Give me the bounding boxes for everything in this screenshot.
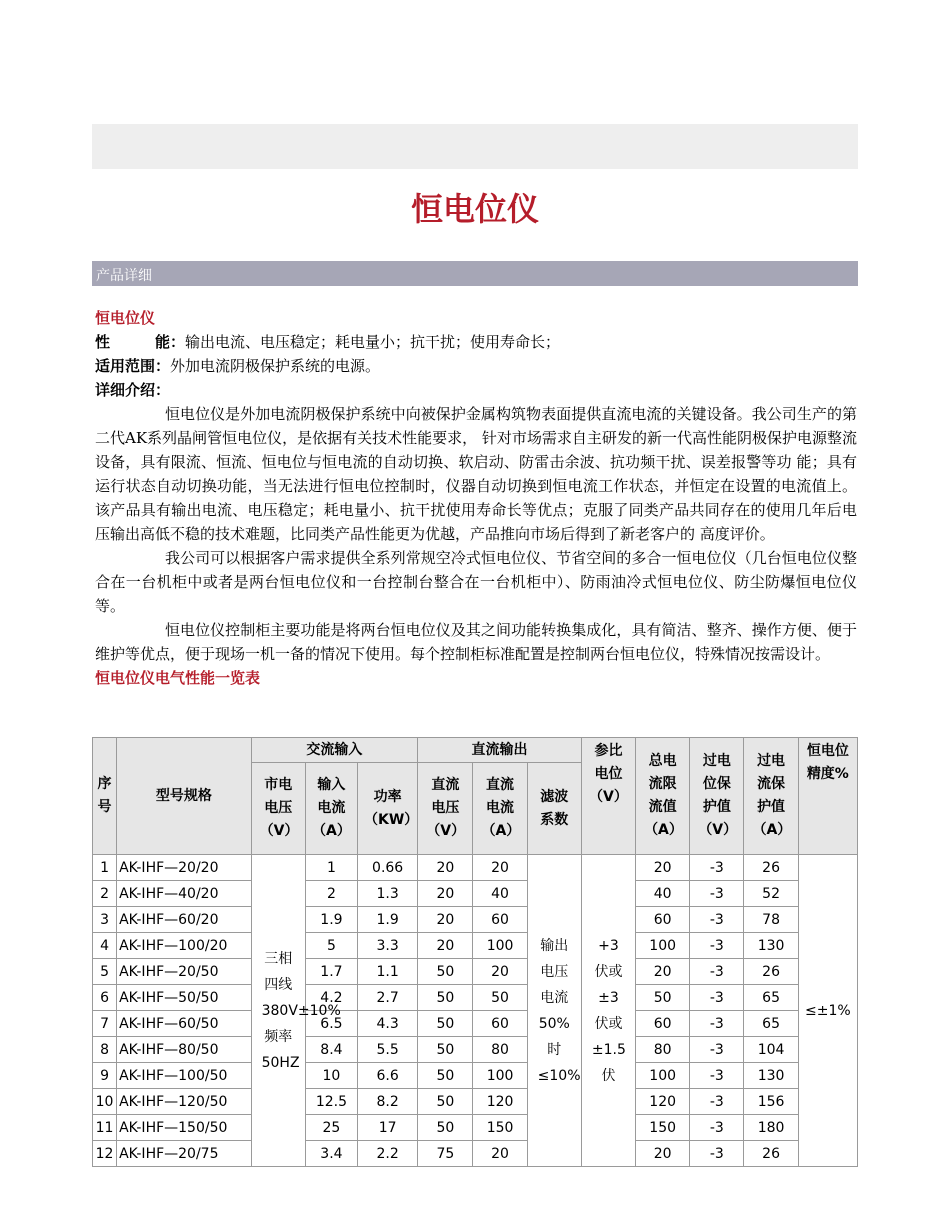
performance-line <box>95 330 857 354</box>
table-row <box>93 855 858 881</box>
cell-overcurrent: 78 <box>744 907 798 933</box>
header-dc-voltage: 直流电压（V） <box>418 763 473 855</box>
cell-overvoltage: -3 <box>690 933 744 959</box>
cell-dc-current: 120 <box>473 1089 527 1115</box>
cell-seq: 7 <box>93 1011 117 1037</box>
cell-dc-current: 100 <box>473 933 527 959</box>
cell-dc-current: 60 <box>473 1011 527 1037</box>
cell-seq: 3 <box>93 907 117 933</box>
cell-dc-voltage: 20 <box>418 933 473 959</box>
cell-input-current: 1.9 <box>305 907 357 933</box>
cell-overvoltage: -3 <box>690 881 744 907</box>
detail-label: 详细介绍： <box>95 381 171 399</box>
cell-seq: 1 <box>93 855 117 881</box>
table-row <box>93 1115 858 1141</box>
cell-overvoltage: -3 <box>690 985 744 1011</box>
cell-seq: 11 <box>93 1115 117 1141</box>
cell-power: 3.3 <box>358 933 418 959</box>
cell-overvoltage: -3 <box>690 1089 744 1115</box>
cell-dc-voltage: 50 <box>418 959 473 985</box>
cell-power: 1.3 <box>358 881 418 907</box>
cell-total-current: 150 <box>636 1115 690 1141</box>
cell-model: AK-ⅠHF—80/50 <box>117 1037 252 1063</box>
spec-table-body <box>93 855 858 1167</box>
cell-total-current: 20 <box>636 1141 690 1167</box>
header-overcurrent: 过电流保护值（A） <box>744 738 798 855</box>
scope-line <box>95 354 857 378</box>
cell-dc-current: 20 <box>473 959 527 985</box>
merged-filter: 输出电压电流50%时≤10% <box>527 855 581 1167</box>
cell-model: AK-ⅠHF—100/20 <box>117 933 252 959</box>
cell-power: 1.1 <box>358 959 418 985</box>
table-row <box>93 907 858 933</box>
cell-model: AK-ⅠHF—20/75 <box>117 1141 252 1167</box>
cell-dc-voltage: 50 <box>418 1037 473 1063</box>
cell-seq: 12 <box>93 1141 117 1167</box>
cell-input-current: 6.5 <box>305 1011 357 1037</box>
table-row <box>93 985 858 1011</box>
cell-dc-voltage: 50 <box>418 1011 473 1037</box>
cell-model: AK-ⅠHF—60/50 <box>117 1011 252 1037</box>
cell-power: 8.2 <box>358 1089 418 1115</box>
cell-overvoltage: -3 <box>690 1063 744 1089</box>
cell-model: AK-ⅠHF—50/50 <box>117 985 252 1011</box>
cell-overcurrent: 65 <box>744 1011 798 1037</box>
section-label: 产品详细 <box>96 268 152 284</box>
cell-overcurrent: 130 <box>744 1063 798 1089</box>
cell-power: 0.66 <box>358 855 418 881</box>
cell-power: 1.9 <box>358 907 418 933</box>
cell-power: 2.2 <box>358 1141 418 1167</box>
header-input-current: 输入电流（A） <box>305 763 357 855</box>
cell-dc-voltage: 50 <box>418 985 473 1011</box>
cell-dc-voltage: 20 <box>418 881 473 907</box>
cell-input-current: 5 <box>305 933 357 959</box>
merged-ref-potential: +3伏或±3伏或±1.5伏 <box>581 855 635 1167</box>
cell-total-current: 40 <box>636 881 690 907</box>
cell-dc-voltage: 75 <box>418 1141 473 1167</box>
merged-accuracy: ≤±1% <box>798 855 857 1167</box>
cell-input-current: 4.2 <box>305 985 357 1011</box>
cell-dc-voltage: 50 <box>418 1089 473 1115</box>
header-power: 功率（KW） <box>358 763 418 855</box>
cell-overcurrent: 180 <box>744 1115 798 1141</box>
table-row <box>93 1011 858 1037</box>
cell-total-current: 80 <box>636 1037 690 1063</box>
cell-input-current: 8.4 <box>305 1037 357 1063</box>
merged-mains-voltage: 三相四线380V±10%频率50HZ <box>251 855 305 1167</box>
cell-seq: 10 <box>93 1089 117 1115</box>
cell-total-current: 20 <box>636 959 690 985</box>
header-filter: 滤波系数 <box>527 763 581 855</box>
cell-seq: 4 <box>93 933 117 959</box>
cell-overvoltage: -3 <box>690 1141 744 1167</box>
table-title: 恒电位仪电气性能一览表 <box>95 669 261 687</box>
cell-total-current: 20 <box>636 855 690 881</box>
cell-overvoltage: -3 <box>690 907 744 933</box>
cell-overvoltage: -3 <box>690 1115 744 1141</box>
page-title: 恒电位仪 <box>410 190 539 228</box>
cell-dc-current: 80 <box>473 1037 527 1063</box>
cell-input-current: 2 <box>305 881 357 907</box>
cell-model: AK-ⅠHF—150/50 <box>117 1115 252 1141</box>
cell-input-current: 1 <box>305 855 357 881</box>
cell-dc-current: 20 <box>473 1141 527 1167</box>
cell-model: AK-ⅠHF—40/20 <box>117 881 252 907</box>
cell-power: 2.7 <box>358 985 418 1011</box>
cell-overcurrent: 26 <box>744 1141 798 1167</box>
cell-total-current: 100 <box>636 933 690 959</box>
cell-power: 4.3 <box>358 1011 418 1037</box>
cell-overcurrent: 65 <box>744 985 798 1011</box>
header-ac-input: 交流输入 <box>251 738 418 763</box>
cell-dc-current: 40 <box>473 881 527 907</box>
header-model: 型号规格 <box>117 738 252 855</box>
header-overvoltage: 过电位保护值（V） <box>690 738 744 855</box>
table-row <box>93 933 858 959</box>
cell-total-current: 100 <box>636 1063 690 1089</box>
cell-overcurrent: 156 <box>744 1089 798 1115</box>
description-paragraph-1: 恒电位仪是外加电流阴极保护系统中向被保护金属构筑物表面提供直流电流的关键设备。我公司生产的第二代AK系列晶闸管恒电位仪，是依据有关技术性能要求， 针对市场需求自主研发的新一代高性能阴极保护电源整流设备，具有限流、恒流、恒电位与恒电流的自动切换、软启动、防雷击余波、抗功频干扰、误差报警等功 能；具有运行状态自动切换功能，当无法进行恒电位控制时，仪器自动切换到恒电流工作状态，并恒定在设置的电流值上。该产品具有输出电流、电压稳定；耗电量小、抗干扰使用寿命长等优点；克服了同类产品共同存在的使用几年后电压输出高低不稳的技术难题，比同类产品性能更为优越，产品推向市场后得到了新老客户的 高度评价。 <box>95 405 857 543</box>
table-row <box>93 1037 858 1063</box>
cell-overcurrent: 26 <box>744 855 798 881</box>
product-name: 恒电位仪 <box>95 309 156 327</box>
cell-seq: 6 <box>93 985 117 1011</box>
cell-dc-voltage: 50 <box>418 1063 473 1089</box>
product-content <box>95 306 857 690</box>
table-row <box>93 881 858 907</box>
header-dc-current: 直流电流（A） <box>473 763 527 855</box>
cell-seq: 2 <box>93 881 117 907</box>
cell-overcurrent: 130 <box>744 933 798 959</box>
top-banner <box>92 124 858 169</box>
performance-value: 输出电流、电压稳定；耗电量小；抗干扰；使用寿命长； <box>185 333 561 351</box>
header-dc-output: 直流输出 <box>418 738 582 763</box>
header-mains-voltage: 市电电压（V） <box>251 763 305 855</box>
table-row <box>93 1141 858 1167</box>
scope-label: 适用范围： <box>95 357 171 375</box>
cell-input-current: 25 <box>305 1115 357 1141</box>
cell-seq: 9 <box>93 1063 117 1089</box>
scope-value: 外加电流阴极保护系统的电源。 <box>170 357 381 375</box>
cell-seq: 8 <box>93 1037 117 1063</box>
description-paragraph-3: 恒电位仪控制柜主要功能是将两台恒电位仪及其之间功能转换集成化，具有简洁、整齐、操作方便、便于维护等优点，便于现场一机一备的情况下使用。每个控制柜标准配置是控制两台恒电位仪，特殊情况按需设计。 <box>95 621 857 663</box>
table-row <box>93 1089 858 1115</box>
cell-input-current: 3.4 <box>305 1141 357 1167</box>
spec-table <box>92 737 858 1167</box>
header-total-current: 总电流限流值（A） <box>636 738 690 855</box>
performance-label: 性 能： <box>95 333 186 351</box>
cell-input-current: 1.7 <box>305 959 357 985</box>
cell-overcurrent: 104 <box>744 1037 798 1063</box>
cell-dc-current: 150 <box>473 1115 527 1141</box>
cell-dc-current: 100 <box>473 1063 527 1089</box>
cell-dc-voltage: 20 <box>418 907 473 933</box>
cell-dc-voltage: 20 <box>418 855 473 881</box>
cell-overvoltage: -3 <box>690 1011 744 1037</box>
cell-input-current: 12.5 <box>305 1089 357 1115</box>
cell-overvoltage: -3 <box>690 1037 744 1063</box>
cell-total-current: 60 <box>636 1011 690 1037</box>
cell-power: 17 <box>358 1115 418 1141</box>
cell-seq: 5 <box>93 959 117 985</box>
table-row <box>93 1063 858 1089</box>
header-seq: 序号 <box>93 738 117 855</box>
cell-model: AK-ⅠHF—20/50 <box>117 959 252 985</box>
cell-total-current: 120 <box>636 1089 690 1115</box>
cell-total-current: 60 <box>636 907 690 933</box>
cell-dc-current: 20 <box>473 855 527 881</box>
cell-model: AK-ⅠHF—120/50 <box>117 1089 252 1115</box>
cell-dc-current: 60 <box>473 907 527 933</box>
header-ref-potential: 参比电位（V） <box>581 738 635 855</box>
cell-overcurrent: 52 <box>744 881 798 907</box>
cell-overcurrent: 26 <box>744 959 798 985</box>
cell-power: 6.6 <box>358 1063 418 1089</box>
cell-overvoltage: -3 <box>690 855 744 881</box>
section-header-bar <box>92 261 858 286</box>
header-accuracy: 恒电位精度% <box>798 738 857 855</box>
cell-model: AK-ⅠHF—100/50 <box>117 1063 252 1089</box>
description-paragraph-2: 我公司可以根据客户需求提供全系列常规空冷式恒电位仪、节省空间的多合一恒电位仪（几台恒电位仪整合在一台机柜中或者是两台恒电位仪和一台控制台整合在一台机柜中）、防雨油冷式恒电位仪、防尘防爆恒电位仪等。 <box>95 549 857 615</box>
table-row <box>93 959 858 985</box>
cell-model: AK-ⅠHF—20/20 <box>117 855 252 881</box>
cell-input-current: 10 <box>305 1063 357 1089</box>
cell-power: 5.5 <box>358 1037 418 1063</box>
cell-model: AK-ⅠHF—60/20 <box>117 907 252 933</box>
cell-dc-current: 50 <box>473 985 527 1011</box>
cell-total-current: 50 <box>636 985 690 1011</box>
cell-overvoltage: -3 <box>690 959 744 985</box>
cell-dc-voltage: 50 <box>418 1115 473 1141</box>
